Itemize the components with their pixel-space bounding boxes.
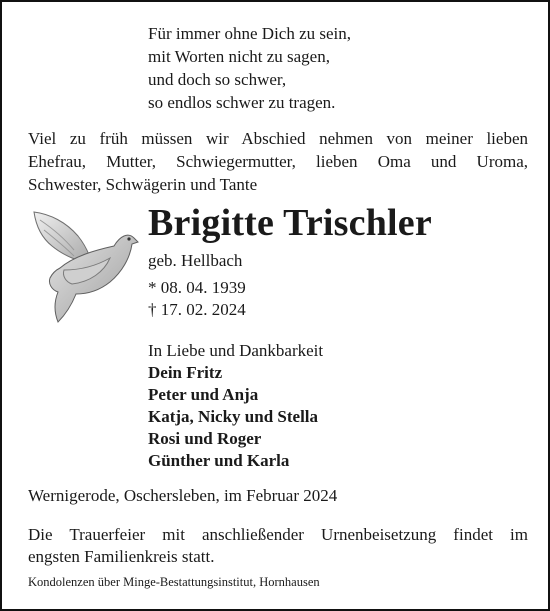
poem-line: mit Worten nicht zu sagen, <box>148 47 330 66</box>
death-date: † 17. 02. 2024 <box>148 300 246 319</box>
place-and-date: Wernigerode, Oschersleben, im Februar 2024 <box>28 486 338 505</box>
condolence-note: Kondolenzen über Minge-Bestattungsinstitut, Hornhausen <box>28 575 320 589</box>
poem-line: so endlos schwer zu tragen. <box>148 93 336 112</box>
mourner-name: Dein Fritz <box>148 363 223 382</box>
mourner-name: Katja, Nicky und Stella <box>148 407 319 426</box>
mourners <box>148 340 323 472</box>
life-dates <box>148 277 246 321</box>
poem-line: Für immer ohne Dich zu sein, <box>148 24 352 43</box>
funeral-line: Die Trauerfeier mit anschließender Urnenbeisetzung findet im <box>28 525 528 544</box>
mourner-name: Peter und Anja <box>148 385 259 404</box>
poem <box>148 22 351 114</box>
dove-icon <box>30 206 140 328</box>
intro-line: Viel zu früh müssen wir Abschied nehmen von meiner lieben <box>28 129 528 148</box>
funeral-line: engsten Familienkreis statt. <box>28 547 215 566</box>
funeral-info <box>28 524 528 568</box>
birth-date: * 08. 04. 1939 <box>148 278 246 297</box>
intro-text <box>28 127 528 196</box>
intro-line: Ehefrau, Mutter, Schwiegermutter, lieben Oma und Uroma, <box>28 152 528 171</box>
mourners-heading: In Liebe und Dankbarkeit <box>148 341 324 360</box>
poem-line: und doch so schwer, <box>148 70 287 89</box>
deceased-name: Brigitte Trischler <box>148 202 432 244</box>
intro-line: Schwester, Schwägerin und Tante <box>28 175 258 194</box>
birth-name: geb. Hellbach <box>148 251 243 270</box>
mourner-name: Rosi und Roger <box>148 429 262 448</box>
mourner-name: Günther und Karla <box>148 451 290 470</box>
